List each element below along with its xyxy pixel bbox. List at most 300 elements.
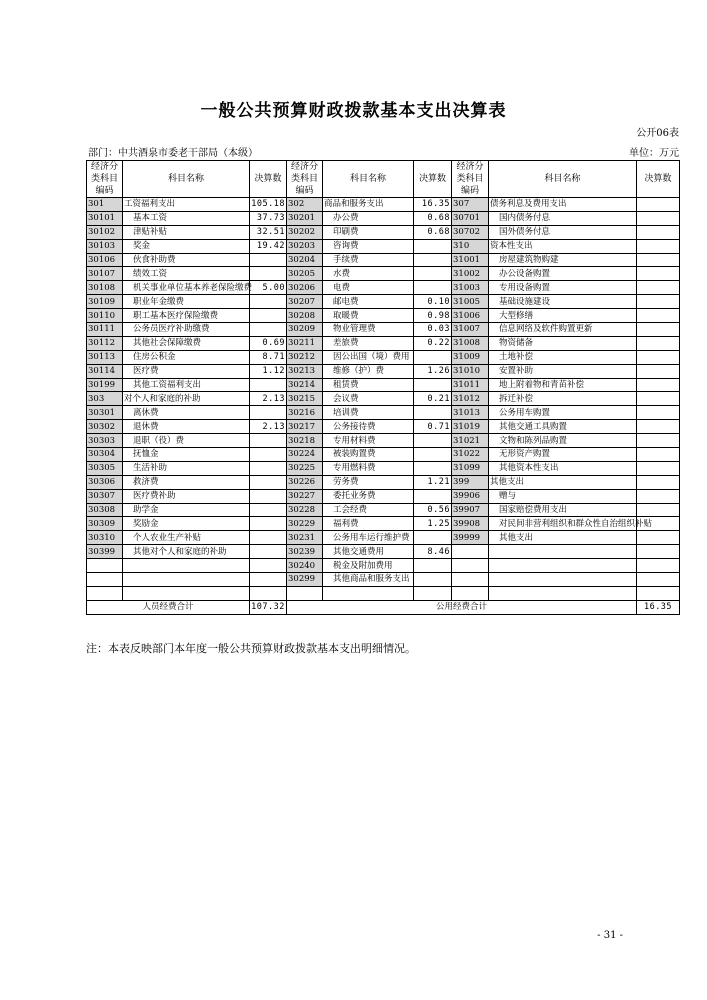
amount-cell bbox=[637, 392, 680, 406]
personnel-total-value: 107.32 bbox=[251, 602, 285, 613]
amount-cell bbox=[250, 517, 287, 531]
code-cell: 39999 bbox=[452, 531, 489, 545]
code-cell: 31010 bbox=[452, 364, 489, 378]
code-cell: 30310 bbox=[87, 531, 123, 545]
name-cell: 物业管理费 bbox=[323, 323, 414, 337]
name-cell: 无形资产购置 bbox=[489, 448, 637, 462]
amount-cell: 1.25 bbox=[414, 517, 452, 531]
code-cell: 30306 bbox=[87, 475, 123, 489]
amount-cell bbox=[414, 489, 452, 503]
code-cell: 30109 bbox=[87, 295, 123, 309]
name-cell: 取暖费 bbox=[323, 309, 414, 323]
table-row bbox=[87, 420, 680, 434]
table-row bbox=[87, 392, 680, 406]
code-cell: 39908 bbox=[452, 517, 489, 531]
name-cell: 房屋建筑物购建 bbox=[489, 253, 637, 267]
name-cell: 赠与 bbox=[489, 489, 637, 503]
name-cell: 职工基本医疗保险缴费 bbox=[123, 309, 250, 323]
code-cell: 30231 bbox=[287, 531, 323, 545]
name-cell: 邮电费 bbox=[323, 295, 414, 309]
name-cell: 机关事业单位基本养老保险缴费 bbox=[123, 281, 250, 295]
code-cell: 30299 bbox=[287, 573, 323, 587]
name-cell: 离休费 bbox=[123, 406, 250, 420]
name-cell: 公务用车运行维护费 bbox=[323, 531, 414, 545]
header-code: 经济分类科目编码 bbox=[87, 161, 123, 198]
code-cell: 307 bbox=[452, 198, 489, 212]
code-cell: 30302 bbox=[87, 420, 123, 434]
code-cell: 30102 bbox=[87, 225, 123, 239]
amount-cell bbox=[250, 378, 287, 392]
amount-cell bbox=[414, 448, 452, 462]
table-row bbox=[87, 323, 680, 337]
page-title: 一般公共预算财政拨款基本支出决算表 bbox=[200, 101, 507, 121]
name-cell: 其他支出 bbox=[489, 531, 637, 545]
code-cell: 30225 bbox=[287, 461, 323, 475]
name-cell: 维修（护）费 bbox=[323, 364, 414, 378]
name-cell: 公务接待费 bbox=[323, 420, 414, 434]
code-cell: 30308 bbox=[87, 503, 123, 517]
code-cell: 31009 bbox=[452, 350, 489, 364]
amount-cell: 8.71 bbox=[250, 350, 287, 364]
name-cell: 其他工资福利支出 bbox=[123, 378, 250, 392]
amount-cell: 0.68 bbox=[414, 211, 452, 225]
amount-cell bbox=[414, 239, 452, 253]
table-note: 注：本表反映部门本年度一般公共预算财政拨款基本支出明细情况。 bbox=[86, 642, 416, 655]
name-cell: 基本工资 bbox=[123, 211, 250, 225]
code-cell: 31013 bbox=[452, 406, 489, 420]
code-cell: 31021 bbox=[452, 434, 489, 448]
table-row bbox=[87, 406, 680, 420]
code-cell: 30217 bbox=[287, 420, 323, 434]
name-cell: 对个人和家庭的补助 bbox=[123, 392, 250, 406]
amount-cell: 0.69 bbox=[250, 336, 287, 350]
amount-cell bbox=[414, 253, 452, 267]
code-cell: 399 bbox=[452, 475, 489, 489]
name-cell: 基础设施建设 bbox=[489, 295, 637, 309]
code-cell bbox=[452, 573, 489, 587]
table-row bbox=[87, 545, 680, 559]
table-row bbox=[87, 434, 680, 448]
amount-cell: 0.56 bbox=[414, 503, 452, 517]
name-cell: 专用燃料费 bbox=[323, 461, 414, 475]
code-cell: 30204 bbox=[287, 253, 323, 267]
amount-cell: 0.71 bbox=[414, 420, 452, 434]
code-cell: 31007 bbox=[452, 323, 489, 337]
amount-cell: 0.22 bbox=[414, 336, 452, 350]
amount-cell bbox=[250, 531, 287, 545]
amount-cell: 0.68 bbox=[414, 225, 452, 239]
code-cell bbox=[452, 545, 489, 559]
code-cell: 303 bbox=[87, 392, 123, 406]
name-cell: 被装购置费 bbox=[323, 448, 414, 462]
code-cell: 31099 bbox=[452, 461, 489, 475]
name-cell: 工会经费 bbox=[323, 503, 414, 517]
form-number: 公开06表 bbox=[636, 128, 679, 139]
amount-cell bbox=[250, 448, 287, 462]
code-cell: 30113 bbox=[87, 350, 123, 364]
name-cell: 其他支出 bbox=[489, 475, 637, 489]
amount-cell bbox=[637, 531, 680, 545]
code-cell bbox=[87, 559, 123, 573]
table-row bbox=[87, 586, 680, 600]
table-row bbox=[87, 281, 680, 295]
code-cell: 30108 bbox=[87, 281, 123, 295]
header-amount: 决算数 bbox=[637, 161, 680, 198]
amount-cell bbox=[637, 364, 680, 378]
name-cell: 职业年金缴费 bbox=[123, 295, 250, 309]
code-cell: 30209 bbox=[287, 323, 323, 337]
code-cell: 30702 bbox=[452, 225, 489, 239]
code-cell: 302 bbox=[287, 198, 323, 212]
expenditure-table bbox=[86, 160, 680, 615]
name-cell: 其他交通工具购置 bbox=[489, 420, 637, 434]
header-amount: 决算数 bbox=[250, 161, 287, 198]
amount-cell bbox=[414, 559, 452, 573]
amount-cell: 2.13 bbox=[250, 420, 287, 434]
amount-cell bbox=[250, 406, 287, 420]
name-cell: 培训费 bbox=[323, 406, 414, 420]
code-cell: 30229 bbox=[287, 517, 323, 531]
code-cell: 31003 bbox=[452, 281, 489, 295]
amount-cell bbox=[414, 281, 452, 295]
name-cell: 救济费 bbox=[123, 475, 250, 489]
code-cell bbox=[87, 586, 123, 600]
table-row bbox=[87, 503, 680, 517]
name-cell: 其他对个人和家庭的补助 bbox=[123, 545, 250, 559]
code-cell: 30215 bbox=[287, 392, 323, 406]
name-cell: 住房公积金 bbox=[123, 350, 250, 364]
name-cell: 资本性支出 bbox=[489, 239, 637, 253]
amount-cell bbox=[414, 531, 452, 545]
personnel-total-label: 人员经费合计 bbox=[87, 600, 250, 614]
table-row bbox=[87, 517, 680, 531]
code-cell: 31022 bbox=[452, 448, 489, 462]
amount-cell bbox=[637, 545, 680, 559]
amount-cell bbox=[637, 378, 680, 392]
totals-row bbox=[87, 600, 680, 614]
code-cell: 30239 bbox=[287, 545, 323, 559]
code-cell: 30114 bbox=[87, 364, 123, 378]
code-cell: 30206 bbox=[287, 281, 323, 295]
code-cell: 30701 bbox=[452, 211, 489, 225]
name-cell: 信息网络及软件购置更新 bbox=[489, 323, 637, 337]
code-cell: 30205 bbox=[287, 267, 323, 281]
amount-cell bbox=[637, 559, 680, 573]
code-cell: 30101 bbox=[87, 211, 123, 225]
amount-cell bbox=[250, 295, 287, 309]
amount-cell bbox=[250, 559, 287, 573]
name-cell: 专用材料费 bbox=[323, 434, 414, 448]
amount-cell: 16.35 bbox=[414, 198, 452, 212]
code-cell: 30106 bbox=[87, 253, 123, 267]
code-cell bbox=[452, 559, 489, 573]
code-cell: 30214 bbox=[287, 378, 323, 392]
name-cell: 退休费 bbox=[123, 420, 250, 434]
name-cell: 差旅费 bbox=[323, 336, 414, 350]
name-cell: 伙食补助费 bbox=[123, 253, 250, 267]
code-cell: 310 bbox=[452, 239, 489, 253]
amount-cell bbox=[250, 267, 287, 281]
table-row bbox=[87, 489, 680, 503]
name-cell: 因公出国（境）费用 bbox=[323, 350, 414, 364]
code-cell: 31006 bbox=[452, 309, 489, 323]
code-cell: 30103 bbox=[87, 239, 123, 253]
name-cell: 咨询费 bbox=[323, 239, 414, 253]
name-cell: 国外债务付息 bbox=[489, 225, 637, 239]
code-cell: 31001 bbox=[452, 253, 489, 267]
amount-cell bbox=[414, 406, 452, 420]
amount-cell bbox=[414, 573, 452, 587]
name-cell: 医疗费 bbox=[123, 364, 250, 378]
header-name: 科目名称 bbox=[323, 161, 414, 198]
name-cell bbox=[323, 586, 414, 600]
name-cell: 绩效工资 bbox=[123, 267, 250, 281]
name-cell: 地上附着物和青苗补偿 bbox=[489, 378, 637, 392]
table-row bbox=[87, 309, 680, 323]
code-cell: 30301 bbox=[87, 406, 123, 420]
amount-cell: 1.12 bbox=[250, 364, 287, 378]
code-cell: 39907 bbox=[452, 503, 489, 517]
table-row bbox=[87, 225, 680, 239]
name-cell: 税金及附加费用 bbox=[323, 559, 414, 573]
name-cell: 对民间非营利组织和群众性自治组织补贴 bbox=[489, 517, 637, 531]
amount-cell bbox=[250, 545, 287, 559]
code-cell: 30202 bbox=[287, 225, 323, 239]
name-cell: 奖金 bbox=[123, 239, 250, 253]
name-cell: 个人农业生产补贴 bbox=[123, 531, 250, 545]
amount-cell bbox=[414, 434, 452, 448]
amount-cell bbox=[637, 461, 680, 475]
name-cell: 津贴补贴 bbox=[123, 225, 250, 239]
amount-cell bbox=[637, 350, 680, 364]
department-label: 部门：中共酒泉市委老干部局（本级） bbox=[88, 148, 258, 159]
name-cell: 拆迁补偿 bbox=[489, 392, 637, 406]
amount-cell bbox=[250, 489, 287, 503]
amount-cell bbox=[250, 434, 287, 448]
name-cell bbox=[123, 573, 250, 587]
code-cell: 31002 bbox=[452, 267, 489, 281]
code-cell: 30112 bbox=[87, 336, 123, 350]
name-cell: 办公设备购置 bbox=[489, 267, 637, 281]
code-cell: 30307 bbox=[87, 489, 123, 503]
unit-label: 单位：万元 bbox=[629, 148, 679, 159]
amount-cell: 0.21 bbox=[414, 392, 452, 406]
name-cell: 其他交通费用 bbox=[323, 545, 414, 559]
amount-cell: 19.42 bbox=[250, 239, 287, 253]
code-cell: 31012 bbox=[452, 392, 489, 406]
table-header-row bbox=[87, 161, 680, 198]
code-cell: 30201 bbox=[287, 211, 323, 225]
amount-cell bbox=[637, 503, 680, 517]
amount-cell: 32.51 bbox=[250, 225, 287, 239]
header-name: 科目名称 bbox=[123, 161, 250, 198]
amount-cell bbox=[637, 489, 680, 503]
name-cell: 福利费 bbox=[323, 517, 414, 531]
table-row bbox=[87, 448, 680, 462]
code-cell: 301 bbox=[87, 198, 123, 212]
code-cell: 30203 bbox=[287, 239, 323, 253]
name-cell: 委托业务费 bbox=[323, 489, 414, 503]
amount-cell bbox=[637, 586, 680, 600]
table-row bbox=[87, 378, 680, 392]
code-cell: 30218 bbox=[287, 434, 323, 448]
code-cell: 31005 bbox=[452, 295, 489, 309]
name-cell: 租赁费 bbox=[323, 378, 414, 392]
amount-cell bbox=[250, 253, 287, 267]
name-cell: 专用设备购置 bbox=[489, 281, 637, 295]
amount-cell bbox=[250, 309, 287, 323]
name-cell: 生活补助 bbox=[123, 461, 250, 475]
code-cell: 39906 bbox=[452, 489, 489, 503]
code-cell: 30240 bbox=[287, 559, 323, 573]
name-cell: 工资福利支出 bbox=[123, 198, 250, 212]
amount-cell: 5.00 bbox=[250, 281, 287, 295]
amount-cell bbox=[637, 420, 680, 434]
name-cell: 其他社会保障缴费 bbox=[123, 336, 250, 350]
name-cell bbox=[489, 573, 637, 587]
amount-cell: 0.98 bbox=[414, 309, 452, 323]
code-cell: 31011 bbox=[452, 378, 489, 392]
code-cell: 30111 bbox=[87, 323, 123, 337]
name-cell: 商品和服务支出 bbox=[323, 198, 414, 212]
name-cell: 公务员医疗补助缴费 bbox=[123, 323, 250, 337]
name-cell: 电费 bbox=[323, 281, 414, 295]
name-cell bbox=[489, 586, 637, 600]
amount-cell: 1.21 bbox=[414, 475, 452, 489]
name-cell bbox=[489, 559, 637, 573]
table-row bbox=[87, 531, 680, 545]
name-cell: 土地补偿 bbox=[489, 350, 637, 364]
amount-cell bbox=[637, 225, 680, 239]
table-row bbox=[87, 295, 680, 309]
code-cell: 30208 bbox=[287, 309, 323, 323]
name-cell: 会议费 bbox=[323, 392, 414, 406]
amount-cell: 0.10 bbox=[414, 295, 452, 309]
table-row bbox=[87, 475, 680, 489]
table-row bbox=[87, 559, 680, 573]
amount-cell bbox=[250, 461, 287, 475]
code-cell bbox=[287, 586, 323, 600]
page-number: - 31 - bbox=[597, 930, 623, 941]
name-cell bbox=[489, 545, 637, 559]
name-cell: 债务利息及费用支出 bbox=[489, 198, 637, 212]
code-cell: 31008 bbox=[452, 336, 489, 350]
amount-cell bbox=[637, 211, 680, 225]
amount-cell bbox=[414, 378, 452, 392]
amount-cell bbox=[637, 323, 680, 337]
amount-cell bbox=[637, 239, 680, 253]
amount-cell bbox=[637, 295, 680, 309]
code-cell: 30399 bbox=[87, 545, 123, 559]
amount-cell bbox=[637, 434, 680, 448]
header-amount: 决算数 bbox=[414, 161, 452, 198]
name-cell: 国家赔偿费用支出 bbox=[489, 503, 637, 517]
amount-cell: 2.13 bbox=[250, 392, 287, 406]
code-cell: 30304 bbox=[87, 448, 123, 462]
table-row bbox=[87, 211, 680, 225]
name-cell: 医疗费补助 bbox=[123, 489, 250, 503]
code-cell: 30199 bbox=[87, 378, 123, 392]
amount-cell: 1.26 bbox=[414, 364, 452, 378]
name-cell: 助学金 bbox=[123, 503, 250, 517]
name-cell: 手续费 bbox=[323, 253, 414, 267]
amount-cell bbox=[637, 281, 680, 295]
header-code: 经济分类科目编码 bbox=[452, 161, 489, 198]
code-cell bbox=[452, 586, 489, 600]
name-cell: 劳务费 bbox=[323, 475, 414, 489]
name-cell: 其他商品和服务支出 bbox=[323, 573, 414, 587]
code-cell: 30305 bbox=[87, 461, 123, 475]
amount-cell bbox=[414, 267, 452, 281]
amount-cell bbox=[637, 309, 680, 323]
amount-cell bbox=[250, 503, 287, 517]
amount-cell bbox=[637, 336, 680, 350]
amount-cell: 37.73 bbox=[250, 211, 287, 225]
name-cell: 文物和陈列品购置 bbox=[489, 434, 637, 448]
name-cell: 办公费 bbox=[323, 211, 414, 225]
table-row bbox=[87, 267, 680, 281]
name-cell: 物资储备 bbox=[489, 336, 637, 350]
name-cell: 安置补助 bbox=[489, 364, 637, 378]
header-code: 经济分类科目编码 bbox=[287, 161, 323, 198]
code-cell: 30110 bbox=[87, 309, 123, 323]
amount-cell bbox=[250, 475, 287, 489]
amount-cell bbox=[637, 267, 680, 281]
code-cell: 30303 bbox=[87, 434, 123, 448]
code-cell bbox=[87, 573, 123, 587]
table-row bbox=[87, 350, 680, 364]
code-cell: 30227 bbox=[287, 489, 323, 503]
header-name: 科目名称 bbox=[489, 161, 637, 198]
name-cell: 大型修缮 bbox=[489, 309, 637, 323]
code-cell: 30107 bbox=[87, 267, 123, 281]
name-cell: 国内债务付息 bbox=[489, 211, 637, 225]
name-cell: 抚恤金 bbox=[123, 448, 250, 462]
table-row bbox=[87, 198, 680, 212]
amount-cell bbox=[250, 573, 287, 587]
amount-cell bbox=[414, 461, 452, 475]
code-cell: 30228 bbox=[287, 503, 323, 517]
code-cell: 30211 bbox=[287, 336, 323, 350]
amount-cell: 0.03 bbox=[414, 323, 452, 337]
amount-cell bbox=[414, 350, 452, 364]
amount-cell bbox=[637, 253, 680, 267]
table-row bbox=[87, 364, 680, 378]
amount-cell bbox=[414, 586, 452, 600]
table-row bbox=[87, 253, 680, 267]
name-cell: 公务用车购置 bbox=[489, 406, 637, 420]
table-row bbox=[87, 573, 680, 587]
name-cell: 退职（役）费 bbox=[123, 434, 250, 448]
amount-cell bbox=[637, 198, 680, 212]
code-cell: 30213 bbox=[287, 364, 323, 378]
name-cell: 奖励金 bbox=[123, 517, 250, 531]
amount-cell bbox=[637, 448, 680, 462]
public-total-label: 公用经费合计 bbox=[287, 600, 637, 614]
amount-cell: 8.46 bbox=[414, 545, 452, 559]
code-cell: 30212 bbox=[287, 350, 323, 364]
code-cell: 30216 bbox=[287, 406, 323, 420]
name-cell bbox=[123, 586, 250, 600]
amount-cell bbox=[250, 586, 287, 600]
code-cell: 30309 bbox=[87, 517, 123, 531]
code-cell: 30226 bbox=[287, 475, 323, 489]
amount-cell bbox=[637, 475, 680, 489]
amount-cell bbox=[637, 406, 680, 420]
code-cell: 31019 bbox=[452, 420, 489, 434]
name-cell bbox=[123, 559, 250, 573]
table-row bbox=[87, 336, 680, 350]
